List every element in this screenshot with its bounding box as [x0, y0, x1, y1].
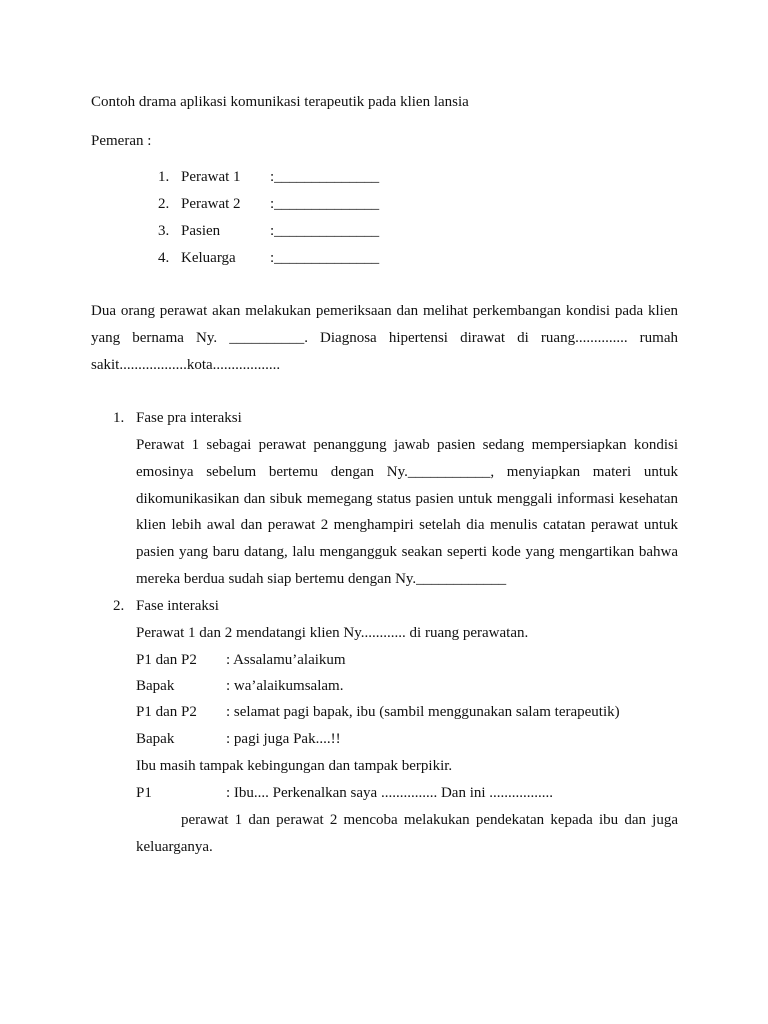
phase-text-line: mereka berdua sudah siap bertemu dengan Ny.____________: [136, 571, 507, 587]
phase-number: 1.: [113, 410, 125, 426]
dialogue-speaker: Bapak: [136, 678, 175, 694]
dialogue-line: : Ibu.... Perkenalkan saya ............... Dan ini .................: [226, 785, 554, 801]
intro-line: Dua orang perawat akan melakukan pemeriksaan dan melihat perkembangan kondisi pada klien: [91, 303, 678, 319]
cast-number: 4.: [158, 250, 170, 266]
phase-text-line: emosinya sebelum bertemu dengan Ny.___________, menyiapkan materi untuk: [136, 464, 678, 480]
cast-role: Perawat 1: [181, 169, 241, 185]
cast-number: 1.: [158, 169, 170, 185]
phase-heading: Fase pra interaksi: [136, 410, 242, 426]
dialogue-line: : wa’alaikumsalam.: [226, 678, 344, 694]
dialogue-line: : pagi juga Pak....!!: [226, 731, 341, 747]
dialogue-line: : Assalamu’alaikum: [226, 652, 346, 668]
closing-line: keluarganya.: [136, 839, 213, 855]
phase-text-line: dikomunikasikan dan sibuk memegang status pasien untuk menggali informasi kesehatan: [136, 491, 678, 507]
phase-text-line: pasien yang baru datang, lalu mengangguk seakan seperti kode yang mengartikan bahwa: [136, 544, 678, 560]
cast-number: 2.: [158, 196, 170, 212]
dialogue-speaker: Bapak: [136, 731, 175, 747]
phase-text-line: klien lebih awal dan perawat 2 menghampiri setelah dia menulis catatan perawat untuk: [136, 517, 678, 533]
intro-line: yang bernama Ny. __________. Diagnosa hipertensi dirawat di ruang.............. rumah: [91, 330, 678, 346]
phase-heading: Fase interaksi: [136, 598, 219, 614]
intro-line: sakit..................kota..................: [91, 357, 281, 373]
cast-blank: :______________: [270, 223, 380, 239]
stage-note: Ibu masih tampak kebingungan dan tampak berpikir.: [136, 758, 453, 774]
cast-role: Pasien: [181, 223, 221, 239]
cast-heading: Pemeran :: [91, 133, 152, 149]
dialogue-speaker: P1 dan P2: [136, 652, 197, 668]
dialogue-speaker: P1 dan P2: [136, 704, 197, 720]
cast-blank: :______________: [270, 169, 380, 185]
cast-number: 3.: [158, 223, 170, 239]
cast-blank: :______________: [270, 196, 380, 212]
phase-intro: Perawat 1 dan 2 mendatangi klien Ny............ di ruang perawatan.: [136, 625, 529, 641]
phase-number: 2.: [113, 598, 125, 614]
closing-line: perawat 1 dan perawat 2 mencoba melakukan pendekatan kepada ibu dan juga: [181, 812, 678, 828]
dialogue-speaker: P1: [136, 785, 152, 801]
document-title: Contoh drama aplikasi komunikasi terapeutik pada klien lansia: [91, 94, 469, 110]
phase-text-line: Perawat 1 sebagai perawat penanggung jawab pasien sedang mempersiapkan kondisi: [136, 437, 678, 453]
cast-role: Perawat 2: [181, 196, 241, 212]
cast-role: Keluarga: [181, 250, 236, 266]
cast-blank: :______________: [270, 250, 380, 266]
dialogue-line: : selamat pagi bapak, ibu (sambil menggunakan salam terapeutik): [226, 704, 620, 720]
